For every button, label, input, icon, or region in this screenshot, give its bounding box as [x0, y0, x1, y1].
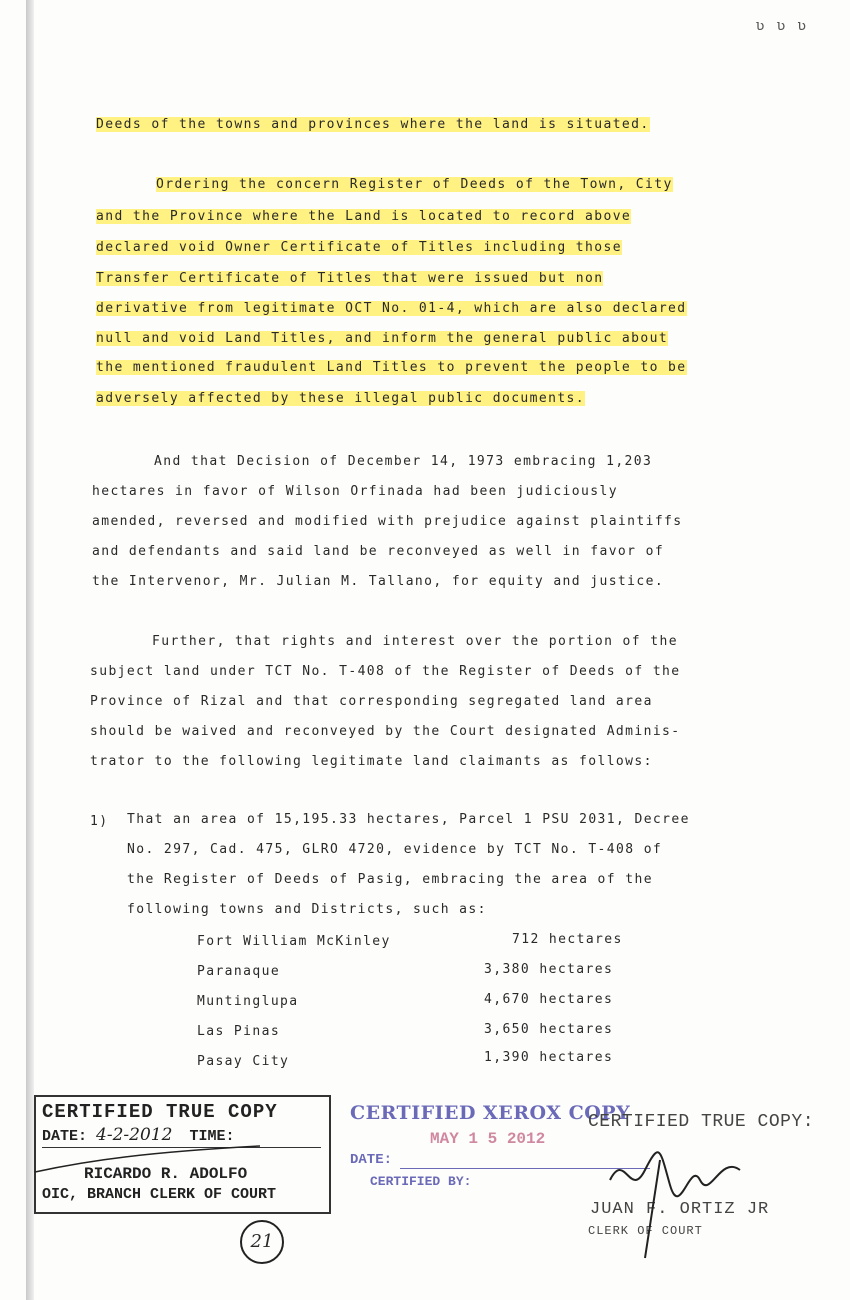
paragraph-2-line: Transfer Certificate of Titles that were issued but non	[96, 271, 604, 286]
stamp-3-title: CERTIFIED TRUE COPY:	[588, 1112, 815, 1132]
clerk-position: OIC, BRANCH CLERK OF COURT	[42, 1186, 277, 1203]
list-item-line: the Register of Deeds of Pasig, embracing the area of the	[127, 872, 653, 887]
scan-edge-shadow	[26, 0, 34, 1300]
stamp-title: CERTIFIED TRUE COPY	[42, 1101, 278, 1123]
paragraph-2-line: adversely affected by these illegal public documents.	[96, 391, 586, 406]
xerox-certified-by-label: CERTIFIED BY:	[370, 1174, 472, 1189]
paragraph-2-line: null and void Land Titles, and inform the general public about	[96, 331, 669, 346]
paragraph-3-line: And that Decision of December 14, 1973 embracing 1,203	[154, 454, 653, 469]
paragraph-4-line: subject land under TCT No. T-408 of the Register of Deeds of the	[90, 664, 681, 679]
paragraph-2-line: derivative from legitimate OCT No. 01-4, which are also declared	[96, 301, 687, 316]
area-value: 3,650 hectares	[484, 1022, 614, 1037]
paragraph-4-line: should be waived and reconveyed by the Court designated Adminis-	[90, 724, 681, 739]
area-value: 4,670 hectares	[484, 992, 614, 1007]
paragraph-3-line: the Intervenor, Mr. Julian M. Tallano, for equity and justice.	[92, 574, 665, 589]
list-item-line: following towns and Districts, such as:	[127, 902, 487, 917]
stamp-3-position: CLERK OF COURT	[588, 1224, 703, 1238]
area-place: Las Pinas	[197, 1024, 281, 1039]
area-value: 3,380 hectares	[484, 962, 614, 977]
signature-stroke-icon	[30, 1140, 270, 1180]
paragraph-4-line: Further, that rights and interest over the portion of the	[152, 634, 678, 649]
paragraph-3-line: and defendants and said land be reconveyed as well in favor of	[92, 544, 665, 559]
signature-icon	[600, 1140, 750, 1260]
area-place: Muntinglupa	[197, 994, 299, 1009]
area-place: Pasay City	[197, 1054, 290, 1069]
paragraph-3-line: amended, reversed and modified with prejudice against plaintiffs	[92, 514, 683, 529]
clerk-name: RICARDO R. ADOLFO	[84, 1165, 248, 1183]
paragraph-3-line: hectares in favor of Wilson Orfinada had been judiciously	[92, 484, 618, 499]
page-number: 21	[240, 1220, 284, 1264]
list-item-number: 1)	[90, 814, 109, 829]
paragraph-2-line: Ordering the concern Register of Deeds of the Town, City	[156, 177, 673, 192]
corner-mark: ʋ ʋ ʋ	[755, 18, 808, 34]
area-value: 1,390 hectares	[484, 1050, 614, 1065]
area-place: Paranaque	[197, 964, 281, 979]
paragraph-4-line: trator to the following legitimate land claimants as follows:	[90, 754, 653, 769]
area-value: 712 hectares	[512, 932, 623, 947]
stamp-time-label: TIME:	[189, 1128, 235, 1145]
stamp-date-label: DATE:	[42, 1128, 88, 1145]
area-place: Fort William McKinley	[197, 934, 391, 949]
xerox-date-label: DATE:	[350, 1152, 393, 1168]
list-item-line: That an area of 15,195.33 hectares, Parcel 1 PSU 2031, Decree	[127, 812, 690, 827]
stamp-date-value: 4-2-2012	[96, 1125, 173, 1145]
paragraph-2-line: the mentioned fraudulent Land Titles to prevent the people to be	[96, 360, 687, 375]
paragraph-4-line: Province of Rizal and that corresponding segregated land area	[90, 694, 653, 709]
paragraph-2-line: and the Province where the Land is located to record above	[96, 209, 632, 224]
paragraph-2-line: declared void Owner Certificate of Titles including those	[96, 240, 622, 255]
list-item-line: No. 297, Cad. 475, GLRO 4720, evidence by TCT No. T-408 of	[127, 842, 663, 857]
xerox-stamp-date: MAY 1 5 2012	[430, 1130, 546, 1148]
stamp-3-name: JUAN F. ORTIZ JR	[590, 1200, 770, 1219]
paragraph-1-line: Deeds of the towns and provinces where the land is situated.	[96, 117, 650, 132]
xerox-stamp-title: CERTIFIED XEROX COPY	[350, 1102, 631, 1124]
